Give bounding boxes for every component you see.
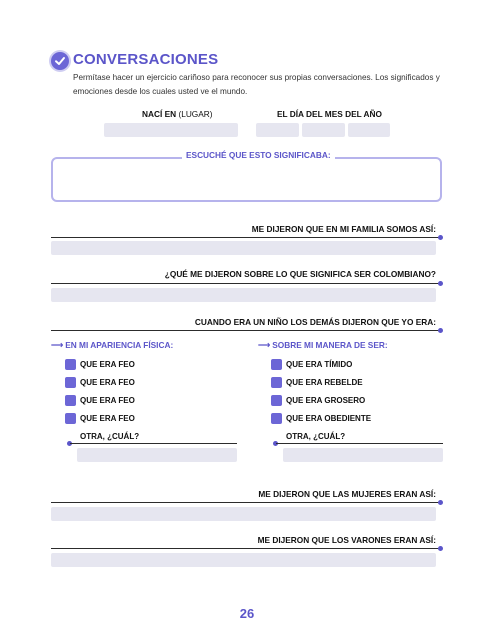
checkbox[interactable]	[65, 377, 76, 388]
appearance-option: QUE ERA FEO	[80, 414, 135, 423]
men-prompt: ME DIJERON QUE LOS VARONES ERAN ASÍ:	[257, 535, 436, 545]
page-number: 26	[239, 606, 255, 621]
divider-line	[276, 443, 443, 444]
checkbox[interactable]	[65, 359, 76, 370]
women-prompt: ME DIJERON QUE LAS MUJERES ERAN ASÍ:	[258, 489, 436, 499]
manner-heading: ⟶ SOBRE MI MANERA DE SER:	[258, 340, 388, 350]
divider-line	[70, 443, 237, 444]
meaning-box[interactable]	[51, 157, 442, 202]
appearance-option: QUE ERA FEO	[80, 378, 135, 387]
appearance-other-label: OTRA, ¿CUÁL?	[80, 432, 140, 441]
family-field[interactable]	[51, 241, 436, 255]
divider-line	[51, 283, 440, 284]
checkbox[interactable]	[65, 395, 76, 406]
line-end-dot	[438, 328, 443, 333]
birth-day-field[interactable]	[256, 123, 299, 137]
line-end-dot	[438, 546, 443, 551]
family-prompt: ME DIJERON QUE EN MI FAMILIA SOMOS ASÍ:	[251, 224, 436, 234]
checkbox[interactable]	[271, 395, 282, 406]
line-end-dot	[438, 235, 443, 240]
line-end-dot	[438, 500, 443, 505]
birth-place-field[interactable]	[104, 123, 238, 137]
manner-other-field[interactable]	[283, 448, 443, 462]
check-circle-icon	[51, 52, 69, 70]
divider-line	[51, 548, 440, 549]
colombian-field[interactable]	[51, 288, 436, 302]
checkbox[interactable]	[271, 359, 282, 370]
line-end-dot	[438, 281, 443, 286]
manner-option: QUE ERA TÍMIDO	[286, 360, 353, 369]
arrow-right-icon: ⟶	[258, 340, 270, 350]
appearance-other-field[interactable]	[77, 448, 237, 462]
manner-other-label: OTRA, ¿CUÁL?	[286, 432, 346, 441]
birth-date-label: EL DÍA DEL MES DEL AÑO	[277, 109, 382, 119]
men-field[interactable]	[51, 553, 436, 567]
divider-line	[51, 502, 440, 503]
divider-line	[51, 330, 440, 331]
manner-option: QUE ERA REBELDE	[286, 378, 363, 387]
arrow-right-icon: ⟶	[51, 340, 63, 350]
intro-text: Permítase hacer un ejercicio cariñoso para reconocer sus propias conversaciones. Los significados y emociones desde los cuales usted ve el mundo.	[73, 73, 440, 96]
manner-option: QUE ERA OBEDIENTE	[286, 414, 372, 423]
checkbox[interactable]	[271, 413, 282, 424]
meaning-box-label: ESCUCHÉ QUE ESTO SIGNIFICABA:	[182, 150, 335, 160]
appearance-heading: ⟶ EN MI APARIENCIA FÍSICA:	[51, 340, 174, 350]
birth-year-field[interactable]	[348, 123, 390, 137]
appearance-option: QUE ERA FEO	[80, 360, 135, 369]
page-title: CONVERSACIONES	[73, 51, 219, 68]
child-prompt: CUANDO ERA UN NIÑO LOS DEMÁS DIJERON QUE YO ERA:	[194, 317, 436, 327]
checkbox[interactable]	[271, 377, 282, 388]
checkbox[interactable]	[65, 413, 76, 424]
birth-place-label: NACÍ EN (LUGAR)	[142, 109, 213, 119]
colombian-prompt: ¿QUÉ ME DIJERON SOBRE LO QUE SIGNIFICA SER COLOMBIANO?	[164, 269, 436, 279]
birth-month-field[interactable]	[302, 123, 345, 137]
women-field[interactable]	[51, 507, 436, 521]
appearance-option: QUE ERA FEO	[80, 396, 135, 405]
divider-line	[51, 237, 440, 238]
manner-option: QUE ERA GROSERO	[286, 396, 366, 405]
